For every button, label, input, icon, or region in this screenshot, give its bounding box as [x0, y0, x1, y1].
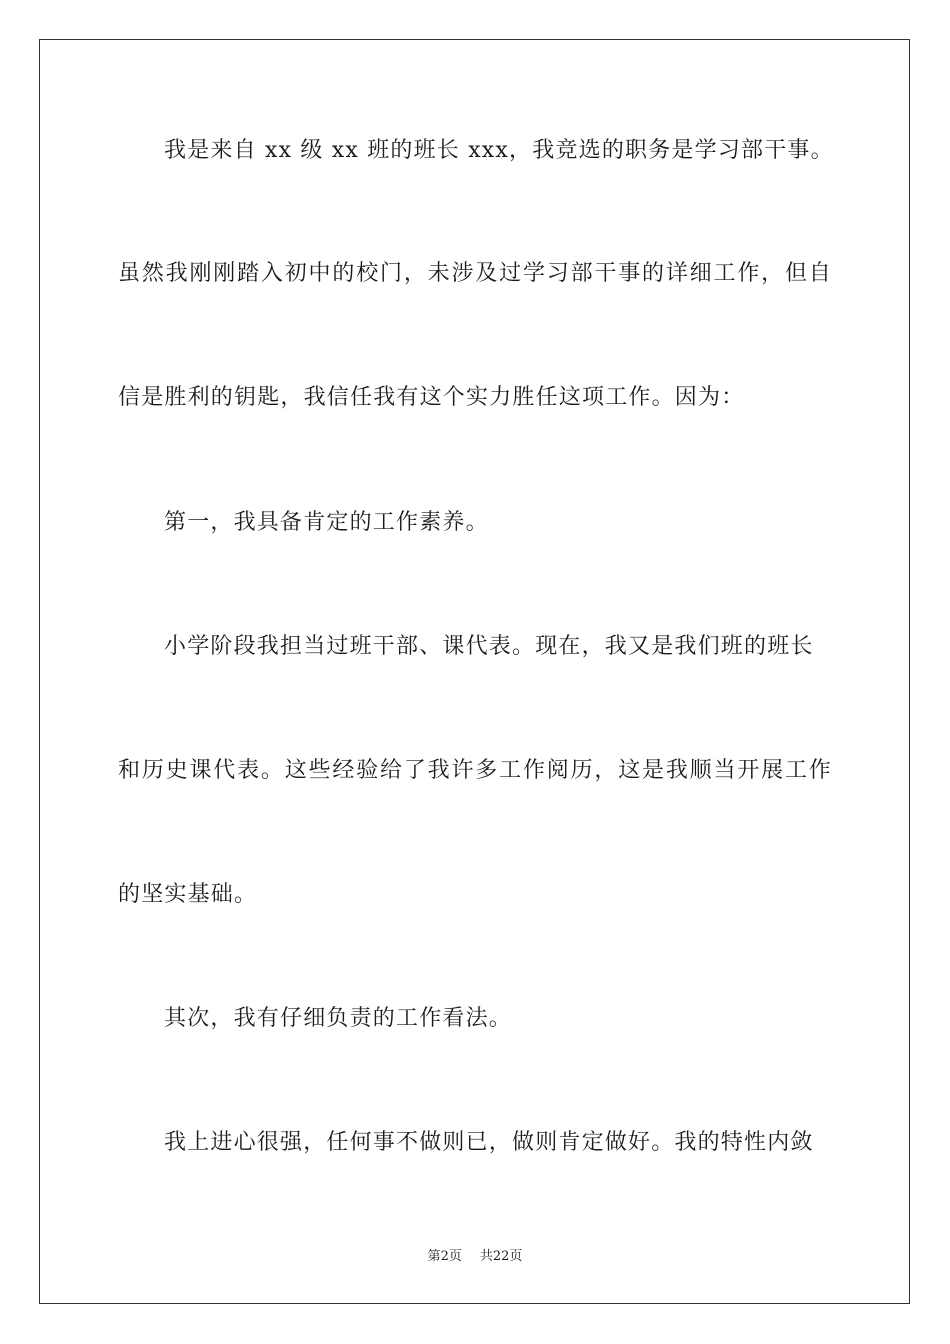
page-total: 共22页 [479, 1249, 523, 1264]
body-line-6: 和历史课代表。这些经验给了我许多工作阅历，这是我顺当开展工作 [118, 758, 832, 783]
body-line-5: 小学阶段我担当过班干部、课代表。现在，我又是我们班的班长 [164, 634, 814, 659]
page-footer [0, 1247, 950, 1267]
body-line-3: 信是胜利的钥匙，我信任我有这个实力胜任这项工作。因为： [118, 385, 745, 410]
body-line-8: 其次，我有仔细负责的工作看法。 [164, 1006, 513, 1031]
body-line-2: 虽然我刚刚踏入初中的校门，未涉及过学习部干事的详细工作，但自 [118, 261, 832, 286]
body-line-1: 我是来自 xx 级 xx 班的班长 xxx，我竞选的职务是学习部干事。 [164, 138, 834, 163]
body-line-9: 我上进心很强，任何事不做则已，做则肯定做好。我的特性内敛 [164, 1130, 814, 1155]
page-number: 第2页 [427, 1249, 462, 1264]
page-frame [39, 39, 910, 1304]
body-line-7: 的坚实基础。 [118, 882, 258, 907]
body-line-4: 第一，我具备肯定的工作素养。 [164, 510, 489, 535]
